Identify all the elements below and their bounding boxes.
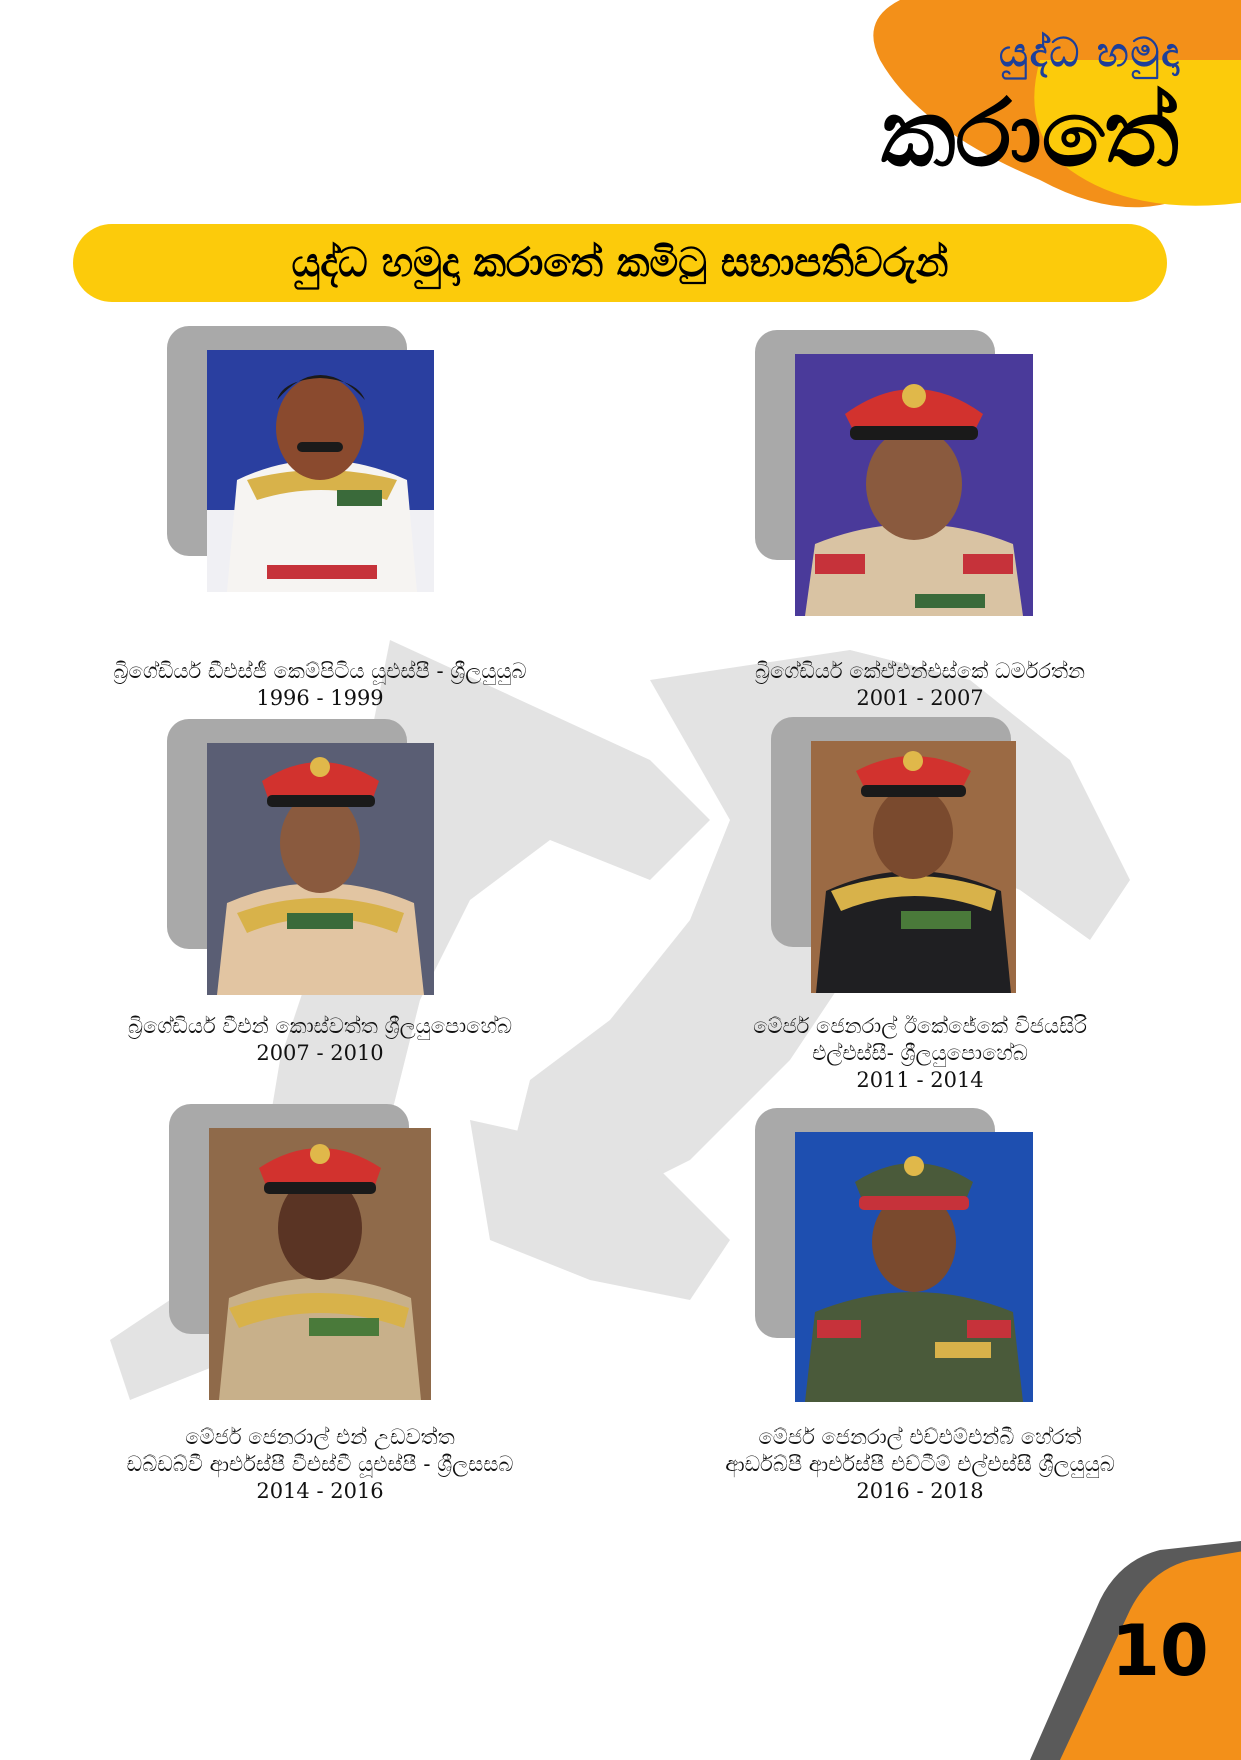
chairman-years: 1996 - 1999 [256, 686, 384, 710]
chairman-name: මේජර් ජෙනරාල් ඊකේජේකේ විජයසිරි [753, 1014, 1087, 1038]
chairman-portrait [207, 350, 434, 592]
chairman-name-line2: එල්එස්සී- ශ්‍රීලයුපොහේබ [812, 1041, 1028, 1065]
chairman-caption [60, 658, 580, 712]
chairman-name: මේජර් ජෙනරාල් එන් උඩවත්ත [185, 1425, 455, 1449]
chairman-portrait [795, 1132, 1033, 1402]
chairman-caption [660, 1013, 1180, 1094]
chairman-name: බ්‍රිගේඩියර් වීඑන් කොස්වත්ත ශ්‍රීලයුපොහේබ [127, 1014, 513, 1038]
chairman-years: 2014 - 2016 [256, 1479, 384, 1503]
chairman-caption [660, 658, 1180, 712]
page-number: 10 [1111, 1610, 1209, 1692]
brand-title: කරාතේ [881, 80, 1179, 187]
chairman-years: 2011 - 2014 [856, 1068, 984, 1092]
chairman-name: බ්‍රිගේඩියර් ඩීඑස්ජී කෙම්පිටිය යූඑස්පී - ශ්‍රීලයුයුබ [113, 659, 527, 683]
chairman-portrait [209, 1128, 431, 1400]
title-banner [73, 224, 1167, 302]
chairman-caption [60, 1424, 580, 1505]
chairman-portrait [795, 354, 1033, 616]
chairman-caption [60, 1013, 580, 1067]
chairman-caption [660, 1424, 1180, 1505]
chairman-name-line2: ආර්ඩබ්පී ආර්එස්පී එච්ටීම් එල්එස්සී ශ්‍රීලයුයුබ [725, 1452, 1115, 1476]
chairman-years: 2007 - 2010 [256, 1041, 384, 1065]
page-title: යුද්ධ හමුදා කරාතේ කමිටු සභාපතිවරුන් [291, 240, 949, 286]
chairman-portrait [811, 741, 1016, 993]
chairman-years: 2016 - 2018 [856, 1479, 984, 1503]
chairman-name: බ්‍රිගේඩියර් කේඒඑන්එස්කේ ධර්මරත්න [754, 659, 1086, 683]
brand-subtitle: යුද්ධ හමුදා [998, 30, 1182, 76]
chairman-name: මේජර් ජෙනරාල් එච්එම්එන්බී හේරත් [758, 1425, 1082, 1449]
chairman-portrait [207, 743, 434, 995]
chairman-years: 2001 - 2007 [856, 686, 984, 710]
chairman-name-line2: ඩබ්ඩබ්වී ආර්එස්පී වීඑස්වී යූඑස්පී - ශ්‍රීලසසබ [126, 1452, 514, 1476]
